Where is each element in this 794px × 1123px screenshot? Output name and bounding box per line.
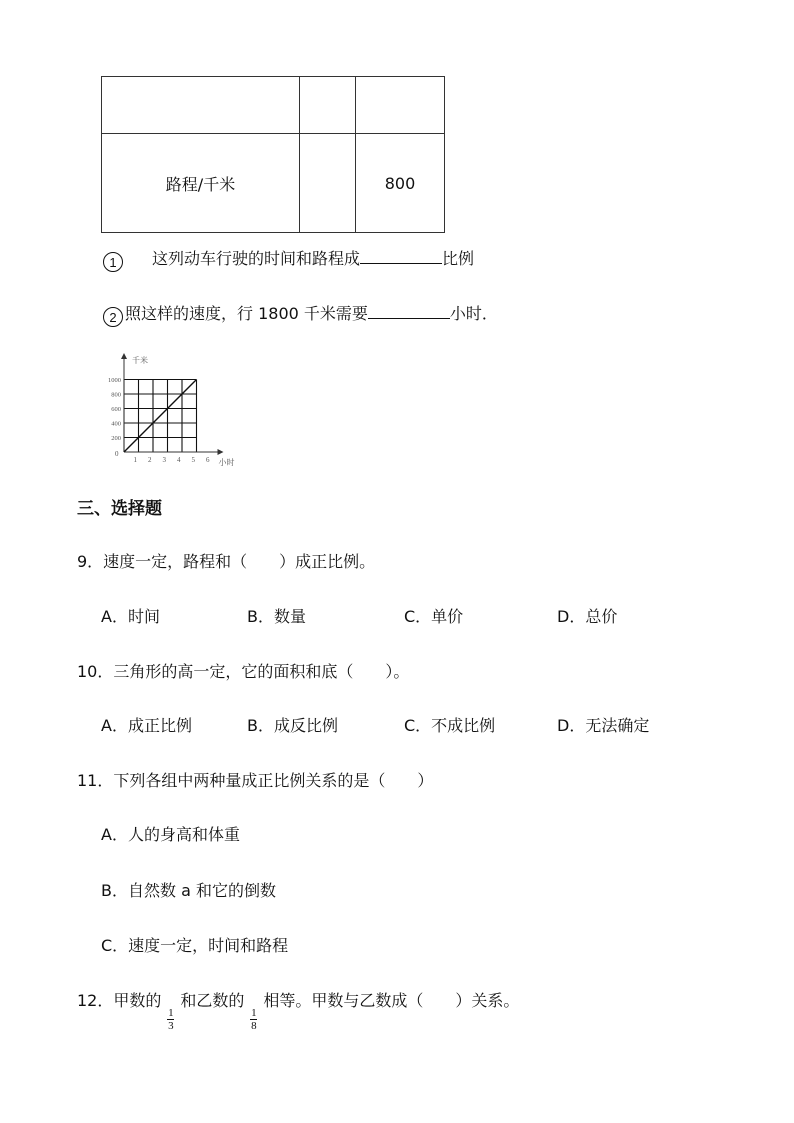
y-tick-label: 200 xyxy=(111,435,121,442)
q9-option-c[interactable]: C．单价 xyxy=(404,607,464,626)
y-tick-label: 800 xyxy=(111,391,121,399)
speed-table xyxy=(101,76,445,233)
x-tick-label: 3 xyxy=(162,456,166,464)
circled-number-marker: 2 xyxy=(103,307,123,327)
series-line xyxy=(124,380,197,453)
fraction-numerator: 1 xyxy=(168,1007,174,1019)
q10-option-a[interactable]: A．成正比例 xyxy=(101,716,192,735)
fraction-one-eighth xyxy=(250,1007,257,1032)
q11-option-c[interactable]: C．速度一定，时间和路程 xyxy=(101,936,289,955)
x-tick-label: 1 xyxy=(133,456,137,464)
x-tick-label: 5 xyxy=(191,456,195,464)
table-row xyxy=(102,134,445,233)
q12-part3: 相等。甲数与乙数成（ ）关系。 xyxy=(263,991,520,1010)
q8-sub1 xyxy=(103,246,474,272)
table-cell: 800 xyxy=(356,134,445,233)
table-cell xyxy=(102,77,300,134)
fraction-denominator: 8 xyxy=(251,1020,257,1032)
fraction-one-third xyxy=(167,1007,174,1032)
q8-sub2-text: 照这样的速度，行 1800 千米需要 xyxy=(125,304,368,323)
x-tick-label: 2 xyxy=(148,456,152,464)
q11-option-b[interactable]: B．自然数 a 和它的倒数 xyxy=(101,881,276,900)
q10-option-b[interactable]: B．成反比例 xyxy=(247,716,338,735)
q12-stem xyxy=(77,988,519,1032)
q12-part2: 和乙数的 xyxy=(180,991,245,1010)
q8-sub1-text: 这列动车行驶的时间和路程成 xyxy=(152,249,361,268)
q12-part1: 12．甲数的 xyxy=(77,991,162,1010)
table-cell xyxy=(300,134,356,233)
y-tick-label: 1000 xyxy=(108,377,121,384)
q11-stem: 11．下列各组中两种量成正比例关系的是（ ） xyxy=(77,771,434,790)
q9-option-a[interactable]: A．时间 xyxy=(101,607,160,626)
x-axis-arrow xyxy=(218,449,224,455)
q10-option-d[interactable]: D．无法确定 xyxy=(557,716,650,735)
table-cell: 路程/千米 xyxy=(102,134,300,233)
circled-number-marker: 1 xyxy=(103,252,123,272)
y-axis-label: 千米 xyxy=(132,356,148,365)
q9-stem: 9．速度一定，路程和（ ）成正比例。 xyxy=(77,552,376,571)
distance-time-chart xyxy=(96,350,250,472)
q9-option-d[interactable]: D．总价 xyxy=(557,607,618,626)
q10-stem: 10．三角形的高一定，它的面积和底（ ）。 xyxy=(77,662,410,681)
answer-blank[interactable] xyxy=(368,303,450,319)
section-title: 三、选择题 xyxy=(77,499,162,519)
y-tick-label: 400 xyxy=(111,420,121,428)
table-cell xyxy=(356,77,445,134)
table-cell xyxy=(300,77,356,134)
x-tick-label: 6 xyxy=(206,456,210,464)
y-axis-arrow xyxy=(121,353,127,359)
x-axis-label: 小时 xyxy=(218,458,235,467)
q9-option-b[interactable]: B．数量 xyxy=(247,607,306,626)
fraction-denominator: 3 xyxy=(168,1020,174,1032)
x-tick-label: 4 xyxy=(177,456,181,464)
q8-sub1-after: 比例 xyxy=(442,249,475,268)
q10-option-c[interactable]: C．不成比例 xyxy=(404,716,496,735)
origin-label: 0 xyxy=(115,450,119,458)
y-tick-label: 600 xyxy=(111,406,121,413)
fraction-numerator: 1 xyxy=(251,1007,257,1019)
answer-blank[interactable] xyxy=(360,248,442,264)
q11-option-a[interactable]: A．人的身高和体重 xyxy=(101,825,240,844)
table-row xyxy=(102,77,445,134)
q8-sub2 xyxy=(103,301,498,327)
q8-sub2-after: 小时． xyxy=(449,304,498,323)
